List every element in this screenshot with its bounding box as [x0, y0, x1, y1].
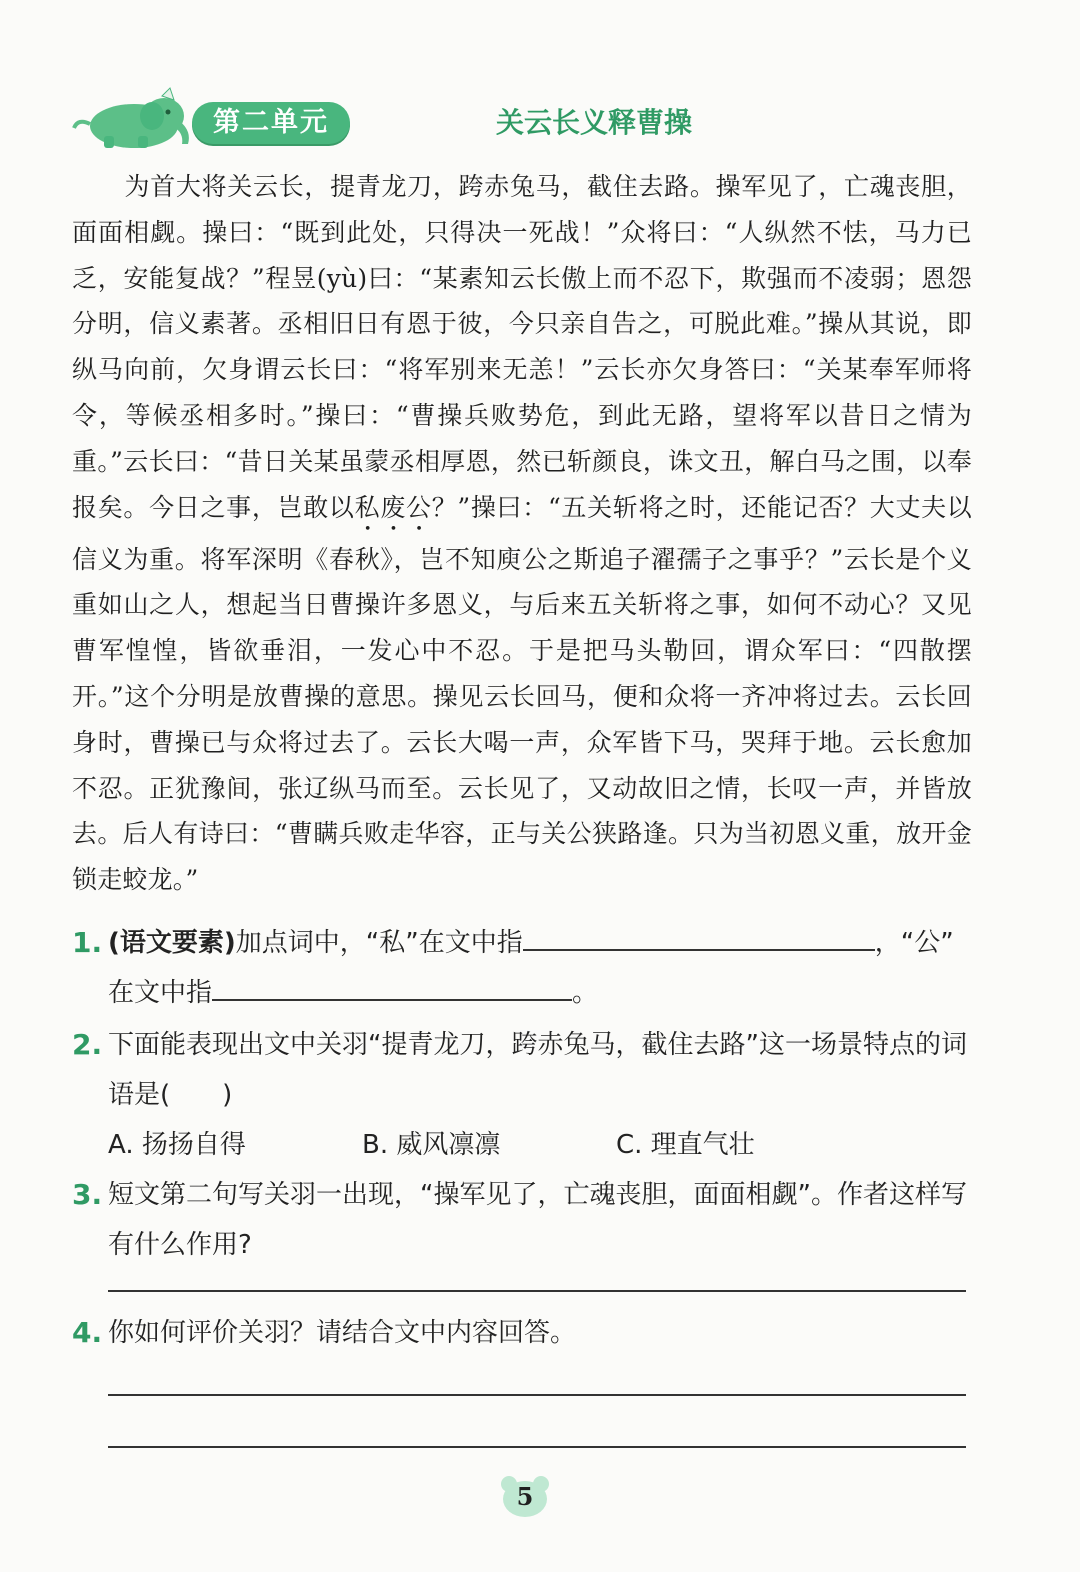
question-3 [72, 1170, 972, 1270]
elephant-icon [66, 86, 206, 150]
question-number: 1. [72, 926, 103, 959]
question-text: 加点词中，“私”在文中指 [235, 928, 523, 958]
question-number: 3. [72, 1178, 103, 1211]
passage-text-part1: 为首大将关云长，提青龙刀，跨赤兔马，截住去路。操军见了，亡魂丧胆，面面相觑。操曰：“既到此处，只得决一死战！”众将曰：“人纵然不怯，马力已乏，安能复战？”程昱(yù)曰：“某素知云长傲上而不忍下，欺强而不凌弱；恩怨分明，信义素著。丞相旧日有恩于彼，今只亲自告之，可脱此难。”操从其说，即纵马向前，欠身谓云长曰：“将军别来无恙！”云长亦欠身答曰：“关某奉军师将令，等候丞相多时。”操曰：“曹操兵败势危，到此无路，望将军以昔日之情为重。”云长曰：“昔日关某虽蒙丞相厚恩，然已斩颜良，诛文丑，解白马之围，以奉报矣。今日之事，岂敢以 [72, 172, 972, 522]
answer-blank-si[interactable] [523, 919, 875, 951]
question-number: 4. [72, 1316, 103, 1349]
question-text: 短文第二句写关羽一出现，“操军见了，亡魂丧胆，面面相觑”。作者这样写有什么作用? [108, 1180, 967, 1260]
page-number: 5 [516, 1482, 534, 1511]
question-4 [72, 1308, 972, 1358]
question-section-2 [72, 1308, 972, 1358]
unit-badge: 第二单元 [192, 102, 350, 144]
question-2 [72, 1020, 972, 1170]
answer-line-q4-1[interactable] [108, 1394, 966, 1396]
option-c[interactable]: C. 理直气壮 [616, 1130, 755, 1160]
question-text: ，“公” [874, 928, 954, 958]
options-row [108, 1120, 972, 1170]
dotted-words: 私废公 [354, 492, 432, 522]
answer-blank-gong[interactable] [212, 969, 572, 1001]
passage-paragraph [72, 164, 972, 903]
question-text: 在文中指 [108, 978, 213, 1008]
reading-passage [72, 164, 972, 903]
page-number-badge [499, 1474, 551, 1518]
page-title: 关云长义释曹操 [496, 106, 693, 139]
option-a[interactable]: A. 扬扬自得 [108, 1130, 246, 1160]
page-header [66, 86, 1016, 156]
passage-text-part2: ？”操曰：“五关斩将之时，还能记否？大丈夫以信义为重。将军深明《春秋》，岂不知庾公之斯追子濯孺子之事乎？”云长是个义重如山之人，想起当日曹操许多恩义，与后来五关斩将之事，如何不动心？又见曹军惶惶，皆欲垂泪，一发心中不忍。于是把马头勒回，谓众军曰：“四散摆开。”这个分明是放曹操的意思。操见云长回马，便和众将一齐冲将过去。云长回身时，曹操已与众将过去了。云长大喝一声，众军皆下马，哭拜于地。云长愈加不忍。正犹豫间，张辽纵马而至。云长见了，又动故旧之情，长叹一声，并皆放去。后人有诗曰：“曹瞒兵败走华容，正与关公狭路逢。只为当初恩义重，放开金锁走蛟龙。” [72, 492, 972, 895]
question-text: 。 [572, 978, 599, 1008]
question-1 [72, 918, 972, 1018]
question-number: 2. [72, 1028, 103, 1061]
question-tag: (语文要素) [108, 928, 236, 958]
answer-line-q4-2[interactable] [108, 1446, 966, 1448]
question-section [72, 918, 972, 1270]
answer-line-q3[interactable] [108, 1290, 966, 1292]
question-text: 下面能表现出文中关羽“提青龙刀，跨赤兔马，截住去路”这一场景特点的词语是( ) [108, 1030, 967, 1110]
option-b[interactable]: B. 威风凛凛 [362, 1130, 501, 1160]
question-text: 你如何评价关羽？请结合文中内容回答。 [108, 1318, 577, 1348]
